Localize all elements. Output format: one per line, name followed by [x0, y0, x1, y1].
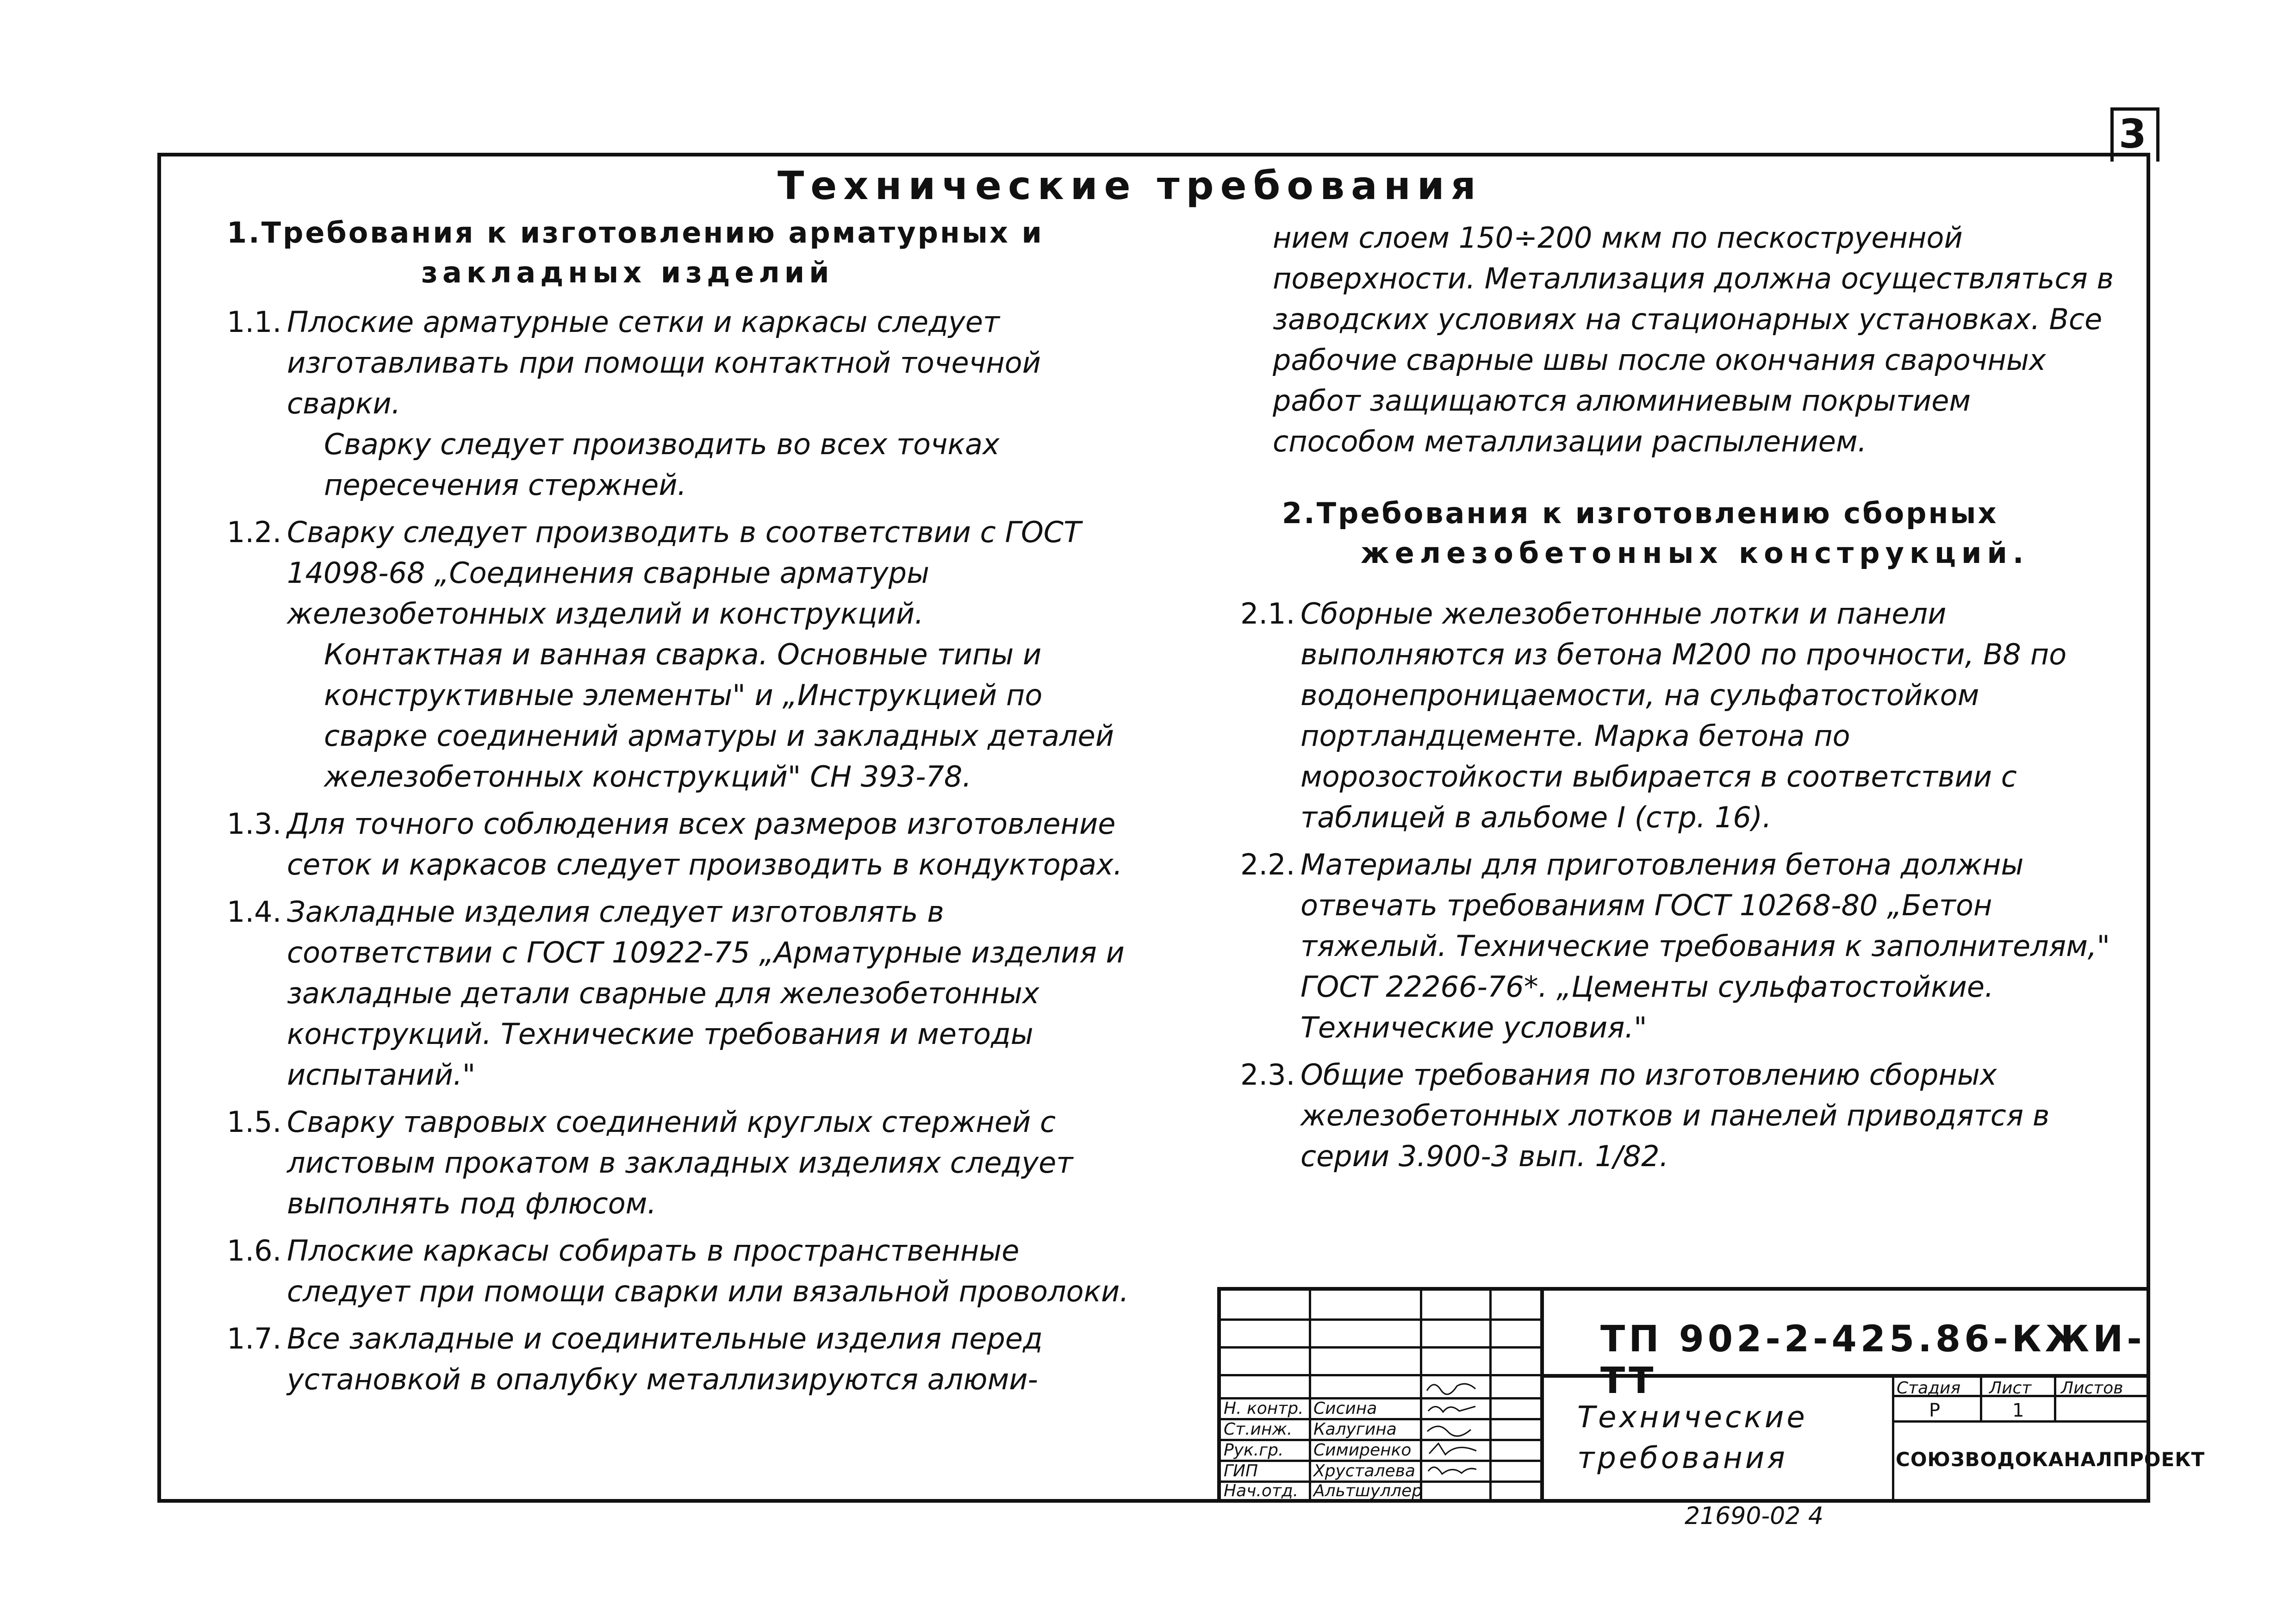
person-name: Сисина	[1313, 1399, 1377, 1418]
item-number: 1.5.	[227, 1105, 282, 1139]
item-text: Общие требования по изготовлению сборных железобетонных лотков и панелей приводятся в серии 3.900-3 вып. 1/82.	[1300, 1058, 2050, 1173]
item-text: Сварку следует производить в соответствии с ГОСТ 14098-68 „Соединения сварные арматуры железобетонных изделий и конструкций.	[287, 515, 1081, 631]
page-title: Технические требования	[778, 163, 1482, 208]
signature	[1425, 1460, 1480, 1479]
sheet-value: 1	[2012, 1400, 2024, 1421]
stage-label: Стадия	[1897, 1379, 1961, 1398]
item-number: 1.4.	[227, 895, 282, 929]
item-number: 1.3.	[227, 807, 282, 841]
document-title	[1577, 1397, 1808, 1479]
inventory-number: 21690-02 4	[1685, 1502, 1823, 1530]
grid-line	[1489, 1291, 1492, 1499]
item-text: Сварку следует производить во всех точках пересечения стержней.	[324, 427, 1000, 502]
item-text: Сварку тавровых соединений круглых стержней с листовым прокатом в закладных изделиях следует выполнять под флюсом.	[287, 1105, 1073, 1220]
item-number: 1.1.	[227, 305, 282, 339]
stage-value: Р	[1929, 1400, 1941, 1421]
item-2-3	[1240, 1055, 2120, 1177]
sheet-number: 3	[2119, 111, 2147, 157]
item-number: 1.6.	[227, 1234, 282, 1268]
sheets-label: Листов	[2061, 1379, 2123, 1398]
item-1-5	[227, 1102, 1143, 1224]
role-label: ГИП	[1224, 1462, 1258, 1480]
item-1-1	[227, 302, 1143, 506]
item-number: 2.1.	[1240, 597, 1295, 631]
document-title-line1: Технические	[1577, 1400, 1808, 1435]
grid-line	[1309, 1291, 1311, 1499]
item-number: 1.7.	[227, 1322, 282, 1355]
item-text: Для точного соблюдения всех размеров изготовление сеток и каркасов следует производить в кондукторах.	[287, 807, 1123, 881]
section1-heading-line2: закладных изделий	[421, 256, 834, 289]
item-text: Все закладные и соединительные изделия перед установкой в опалубку металлизируются алюми-	[287, 1322, 1043, 1396]
grid-line	[1221, 1318, 1540, 1321]
item-1-4	[227, 892, 1143, 1095]
item-text: Контактная и ванная сварка. Основные типы и конструктивные элементы" и „Инструкцией по сварке соединений арматуры и закладных деталей железобетонных конструкций" СН 393-78.	[324, 637, 1114, 793]
role-label: Нач.отд.	[1224, 1481, 1299, 1500]
item-1-7	[227, 1318, 1143, 1400]
sheet-label: Лист	[1989, 1379, 2032, 1398]
item-1-3	[227, 804, 1143, 885]
signature	[1425, 1440, 1480, 1458]
person-name: Хрусталева	[1313, 1462, 1416, 1480]
section1-heading: 1.Требования к изготовлению арматурных и	[227, 216, 1044, 250]
role-label: Ст.инж.	[1224, 1420, 1293, 1439]
item-text: Закладные изделия следует изготовлять в соответствии с ГОСТ 10922-75 „Арматурные изделия и закладные детали сварные для железобетонных конструкций. Технические требования и методы испытаний."	[287, 895, 1125, 1092]
person-name: Калугина	[1313, 1420, 1397, 1439]
item-1-2	[227, 512, 1143, 797]
signature	[1425, 1419, 1480, 1438]
role-label: Рук.гр.	[1224, 1441, 1284, 1460]
grid-line	[1221, 1346, 1540, 1349]
document-title-line2: требования	[1577, 1441, 1788, 1475]
signature	[1425, 1377, 1480, 1395]
grid-line	[1540, 1291, 1544, 1499]
item-2-1	[1240, 593, 2120, 838]
person-name: Альтшуллер	[1313, 1481, 1423, 1500]
document-code: ТП 902-2-425.86-КЖИ-ТТ	[1600, 1318, 2146, 1402]
signature	[1425, 1398, 1480, 1417]
item-text: Плоские каркасы собирать в пространственные следует при помощи сварки или вязальной проволоки.	[287, 1234, 1129, 1308]
grid-line	[1221, 1374, 1540, 1376]
item-number: 2.2.	[1240, 848, 1295, 881]
person-name: Симиренко	[1313, 1441, 1412, 1460]
item-text: Сборные железобетонные лотки и панели выполняются из бетона М200 по прочности, В8 по водонепроницаемости, на сульфатостойком портландцементе. Марка бетона по морозостойкости выбирается в соответствии с таблицей в альбоме I (стр. 16).	[1300, 597, 2067, 834]
item-2-2	[1240, 844, 2120, 1048]
role-label: Н. контр.	[1224, 1399, 1304, 1418]
item-1-7-continuation: нием слоем 150÷200 мкм по пескоструенной поверхности. Металлизация должна осуществляться в заводских условиях на стационарных установках. Все рабочие сварные швы после окончания сварочных работ защищаются алюминиевым покрытием способом металлизации распылением.	[1273, 221, 2114, 458]
organization: СОЮЗВОДОКАНАЛПРОЕКТ	[1896, 1448, 2205, 1471]
item-text: Плоские арматурные сетки и каркасы следует изготавливать при помощи контактной точечной сварки.	[287, 305, 1041, 420]
section2-heading: 2.Требования к изготовлению сборных	[1282, 496, 1998, 530]
right-column	[1240, 218, 2120, 1183]
left-column	[227, 213, 1143, 1406]
section2-heading-line2: железобетонных конструкций.	[1361, 536, 2029, 570]
item-text: Материалы для приготовления бетона должны отвечать требованиям ГОСТ 10268-80 „Бетон тяжелый. Технические требования к заполнителям," ГОСТ 22266-76*. „Цементы сульфатостойкие. Технические условия."	[1300, 848, 2110, 1044]
title-block	[1217, 1287, 2205, 1500]
item-1-6	[227, 1230, 1143, 1312]
item-number: 1.2.	[227, 515, 282, 549]
item-number: 2.3.	[1240, 1058, 1295, 1092]
grid-line	[1420, 1291, 1422, 1499]
